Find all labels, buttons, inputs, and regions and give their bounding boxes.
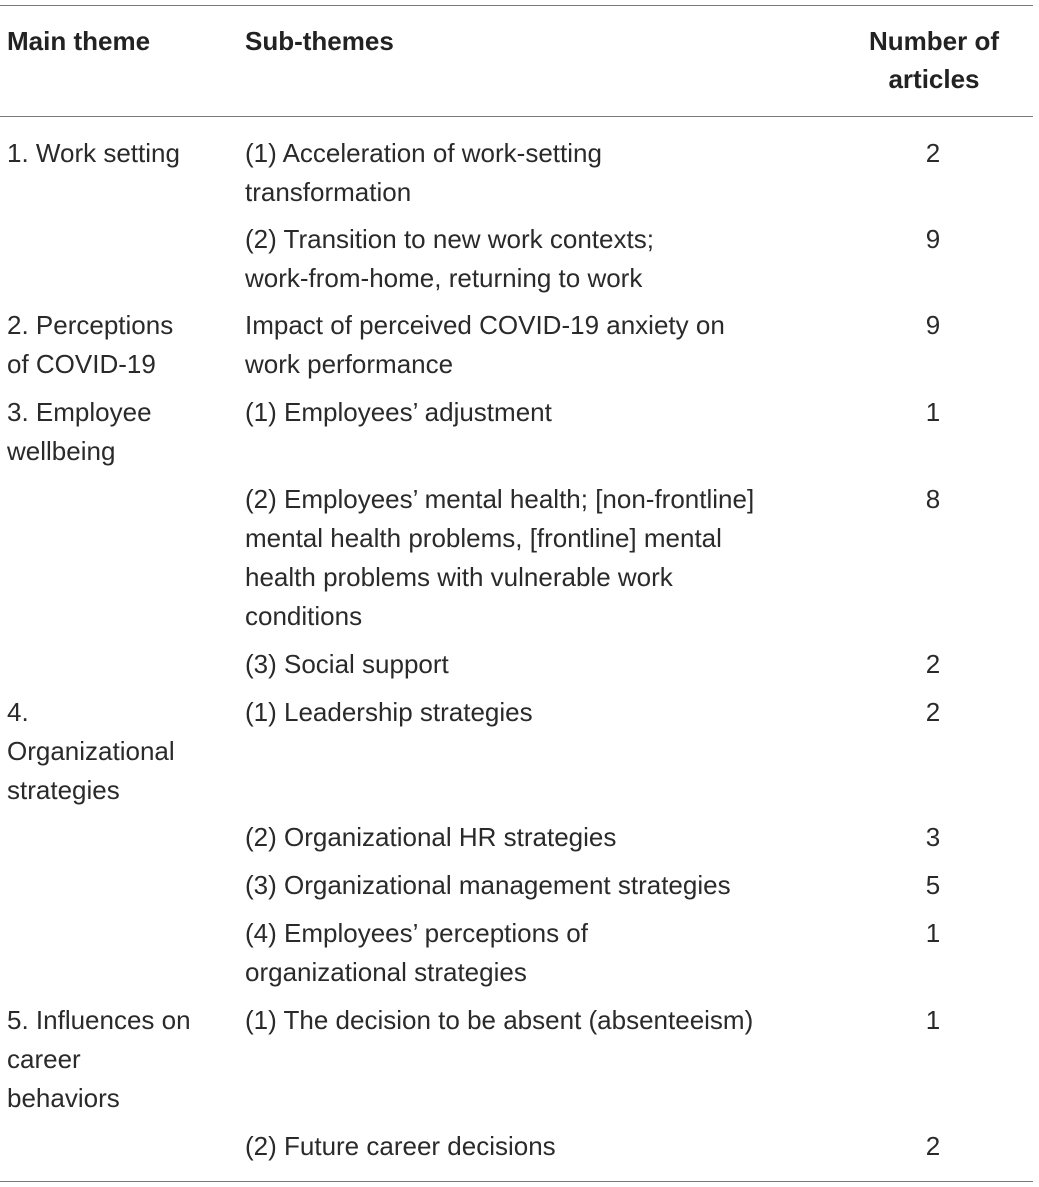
header-number-of-articles: Number of articles	[869, 26, 999, 94]
header-main-theme: Main theme	[7, 26, 151, 56]
sub-theme-cell: (2) Organizational HR strategies	[245, 822, 617, 852]
article-count-cell: 1	[925, 1005, 941, 1035]
main-theme-cell: 2. Perceptions of COVID-19	[7, 310, 174, 379]
sub-theme-cell: (1) Leadership strategies	[245, 697, 533, 727]
sub-theme-cell: Impact of perceived COVID-19 anxiety on work performance	[245, 310, 725, 379]
article-count-cell: 1	[925, 397, 941, 427]
sub-theme-cell: (4) Employees’ perceptions of organizational strategies	[245, 918, 588, 987]
table-top-rule	[0, 5, 1033, 6]
article-count-cell: 1	[925, 918, 941, 948]
sub-theme-cell: (1) Employees’ adjustment	[245, 397, 552, 427]
table-bottom-rule	[0, 1181, 1033, 1182]
header-divider-rule	[0, 116, 1033, 117]
main-theme-cell: 1. Work setting	[7, 138, 180, 168]
sub-theme-cell: (2) Future career decisions	[245, 1131, 556, 1161]
main-theme-cell: 3. Employee wellbeing	[7, 397, 152, 466]
header-sub-themes: Sub-themes	[245, 26, 394, 56]
sub-theme-cell: (3) Organizational management strategies	[245, 870, 731, 900]
article-count-cell: 8	[925, 484, 941, 514]
article-count-cell: 9	[925, 224, 941, 254]
article-count-cell: 5	[925, 870, 941, 900]
main-theme-cell: 4. Organizational strategies	[7, 697, 175, 805]
article-count-cell: 2	[925, 1131, 941, 1161]
sub-theme-cell: (1) Acceleration of work-setting transformation	[245, 138, 602, 207]
sub-theme-cell: (3) Social support	[245, 649, 449, 679]
article-count-cell: 2	[925, 138, 941, 168]
article-count-cell: 2	[925, 649, 941, 679]
sub-theme-cell: (1) The decision to be absent (absenteeism)	[245, 1005, 754, 1035]
main-theme-cell: 5. Influences on career behaviors	[7, 1005, 191, 1113]
sub-theme-cell: (2) Employees’ mental health; [non-frontline] mental health problems, [frontline] mental health problems with vulnerable work conditions	[245, 484, 755, 631]
article-count-cell: 3	[925, 822, 941, 852]
sub-theme-cell: (2) Transition to new work contexts; work-from-home, returning to work	[245, 224, 654, 293]
article-count-cell: 9	[925, 310, 941, 340]
article-count-cell: 2	[925, 697, 941, 727]
